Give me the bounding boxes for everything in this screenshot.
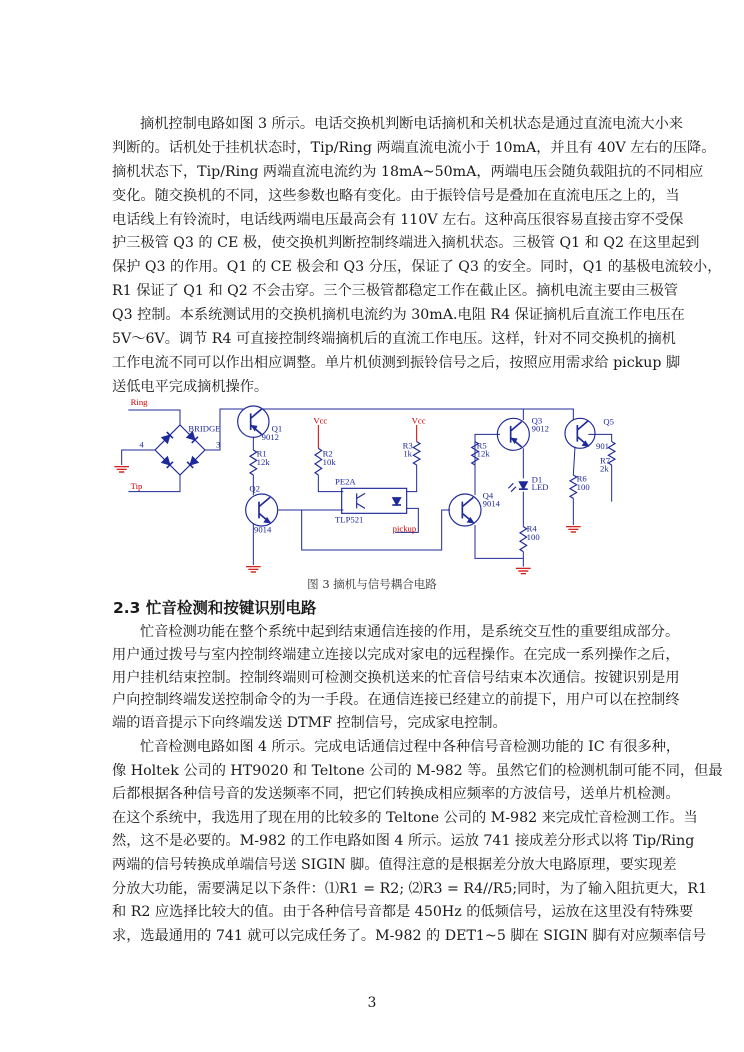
diode-triangle <box>519 482 527 489</box>
resistor-symbol <box>250 450 257 475</box>
ring-label: Ring <box>130 397 148 407</box>
opto-transistor <box>357 493 365 508</box>
pe2a-label: PE2A <box>335 476 356 487</box>
ground-icon <box>566 527 581 532</box>
section-heading: 2.3 忙音检测和按键识别电路 <box>113 599 317 617</box>
wire <box>588 434 611 441</box>
ground-icon <box>114 467 129 472</box>
transistor-leads <box>462 497 473 522</box>
text-line: 用户通过拨号与室内控制终端建立连接以完成对家电的远程操作。在完成一系列操作之后， <box>112 646 680 663</box>
vcc-label: Vcc <box>411 415 426 426</box>
r5-value: 12k <box>476 448 490 459</box>
resistor-symbol <box>520 527 527 552</box>
text-line: 两端的信号转换成单端信号送 SIGIN 脚。值得注意的是根据差分放大电路原理，要实现差 <box>112 856 677 873</box>
resistor-symbol <box>413 442 420 465</box>
r4-value: 100 <box>526 532 540 542</box>
transistor-leads <box>259 497 270 522</box>
paragraph-offhook-control <box>112 113 722 400</box>
r7-label: R7 <box>600 455 611 466</box>
transistor-symbol <box>449 494 481 526</box>
bridge-label: BRIDGE <box>188 423 221 434</box>
wire <box>302 510 450 550</box>
text-line: 5V～6V。调节 R4 可直接控制终端摘机后的直流工作电压。这样，针对不同交换机的摘机 <box>112 331 676 348</box>
r1-label: R1 <box>256 448 267 459</box>
q4-label: Q4 <box>482 490 494 501</box>
transistor-symbol <box>497 418 529 450</box>
offhook-coupling-circuit <box>110 395 640 580</box>
wire <box>475 525 523 558</box>
diode-icon <box>392 498 401 505</box>
transistor-leads <box>511 422 522 447</box>
text-line: 电话线上有铃流时，电话线两端电压最高会有 110V 左右。这种高压很容易直接击穿不受保 <box>112 211 684 228</box>
wire <box>407 465 417 492</box>
text-line: 户向控制终端发送控制命令的为一手段。在通信连接已经建立的前提下，用户可以在控制终 <box>112 692 680 709</box>
pickup-label: pickup <box>392 523 417 534</box>
r3-label: R3 <box>402 440 413 451</box>
q5-label: Q5 <box>603 416 614 427</box>
transistor-leads <box>577 421 588 446</box>
diode-icon <box>519 482 528 489</box>
d1-label: D1 <box>531 474 543 485</box>
q5-part-label: 901 <box>596 441 609 451</box>
transistor-symbol <box>565 418 595 448</box>
r4-label: R4 <box>526 523 537 534</box>
figure-3-caption: 图 3 摘机与信号耦合电路 <box>307 577 437 591</box>
wire <box>122 450 155 465</box>
q2-part-label: 9014 <box>254 524 272 535</box>
text-line: 分放大功能，需要满足以下条件：⑴R1 = R2; ⑵R3 = R4//R5;同时，为了输入阻抗更大，R1 <box>112 880 708 897</box>
wire <box>573 447 575 475</box>
ground-icon <box>516 568 531 573</box>
r5-label: R5 <box>476 440 487 451</box>
text-line: Q3 控制。本系统测试用的交换机摘机电流约为 30mA.电阻 R4 保证摘机后直流工作电压在 <box>112 307 685 324</box>
text-line: 用户挂机结束控制。控制终端则可检测交换机送来的忙音信号结束本次通信。按键识别是用 <box>112 669 680 686</box>
transistor-symbol <box>246 494 278 526</box>
text-line: 后都根据各种信号音的发送频率不同，把它们转换成相应频率的方波信号，送单片机检测。 <box>112 786 680 803</box>
text-line: 判断的。话机处于挂机状态时，Tip/Ring 两端直流电流小于 10mA，并且有 40V 左右的压降。 <box>112 139 716 156</box>
q3-part-label: 9012 <box>531 423 549 434</box>
r2-value: 10k <box>322 457 336 467</box>
text-line: 摘机状态下，Tip/Ring 两端直流电流约为 18mA~50mA，两端电压会随负载阻抗的不同相应 <box>112 163 704 180</box>
diode-triangle <box>393 498 401 505</box>
figure-3-circuit-diagram <box>110 395 640 580</box>
led-label: LED <box>531 482 549 492</box>
text-line: R1 保证了 Q1 和 Q2 不会击穿。三个三极管都稳定工作在截止区。摘机电流主要由三极管 <box>112 283 678 300</box>
tlp521-label: TLP521 <box>335 514 364 525</box>
text-line: 和 R2 应选择比较大的值。由于各种信号音都是 450Hz 的低频信号，运放在这里没有特殊要 <box>112 904 694 921</box>
text-line: 工作电流不同可以作出相应调整。单片机侦测到振铃信号之后，按照应用需求给 pickup 脚 <box>112 354 681 371</box>
text-line: 端的语音提示下向终端发送 DTMF 控制信号，完成家电控制。 <box>112 715 507 732</box>
vcc-label: Vcc <box>313 415 328 426</box>
wire <box>128 410 180 425</box>
q4-part-label: 9014 <box>482 498 500 509</box>
text-line: 保护 Q3 的作用。Q1 的 CE 极会和 Q3 分压，保证了 Q3 的安全。同时，Q1 的基极电流较小， <box>112 259 722 276</box>
text-line: 像 Holtek 公司的 HT9020 和 Teltone 公司的 M-982 等。虽然它们的检测机制可能不同，但最 <box>112 762 723 779</box>
resistor-symbol <box>570 475 577 498</box>
q2-label: Q2 <box>249 483 260 494</box>
page-number: 3 <box>367 995 377 1011</box>
led-light-icon <box>508 483 516 491</box>
paragraph-busy-tone-intro <box>112 621 680 735</box>
text-line: 在这个系统中，我选用了现在用的比较多的 Teltone 公司的 M-982 来完成忙音检测工作。当 <box>112 809 698 826</box>
r7-value: 2k <box>600 463 609 474</box>
q1-label: Q1 <box>271 423 283 434</box>
pin-4-label: 4 <box>139 439 144 450</box>
text-line: 护三极管 Q3 的 CE 极，使交换机判断控制终端进入摘机状态。三极管 Q1 和 Q2 在这里起到 <box>112 235 700 252</box>
text-line: 求，选最通用的 741 就可以完成任务了。M-982 的 DET1~5 脚在 SIGIN 脚有对应频率信号 <box>112 927 706 944</box>
text-line: 然，这不是必要的。M-982 的工作电路如图 4 所示。运放 741 接成差分形式以将 Tip/Ring <box>112 833 695 850</box>
r2-label: R2 <box>322 448 333 459</box>
pin-3-label: 3 <box>216 439 221 450</box>
text-line: 忙音检测功能在整个系统中起到结束通信连接的作用，是系统交互性的重要组成部分。 <box>140 624 680 640</box>
r3-value: 1k <box>403 448 412 459</box>
text-line: 变化。随交换机的不同，这些参数也略有变化。由于振铃信号是叠加在直流电压之上的，当 <box>112 187 680 204</box>
r1-value: 12k <box>256 457 270 467</box>
paragraph-busy-tone-circuit <box>112 736 723 948</box>
transistor-leads <box>251 409 262 434</box>
r6-label: R6 <box>576 473 587 484</box>
text-line: 忙音检测电路如图 4 所示。完成电话通信过程中各种信号音检测功能的 IC 有很多种， <box>140 739 681 755</box>
resistor-symbol <box>315 448 322 475</box>
text-line: 摘机控制电路如图 3 所示。电话交换机判断电话摘机和关机状态是通过直流电流大小来 <box>140 116 683 132</box>
q3-label: Q3 <box>531 415 543 426</box>
ground-icon <box>246 567 261 572</box>
q1-part-label: 9012 <box>261 432 279 442</box>
r6-value: 100 <box>576 482 590 492</box>
tip-label: Tip <box>130 481 143 491</box>
text-line: 送低电平完成摘机操作。 <box>112 378 269 395</box>
